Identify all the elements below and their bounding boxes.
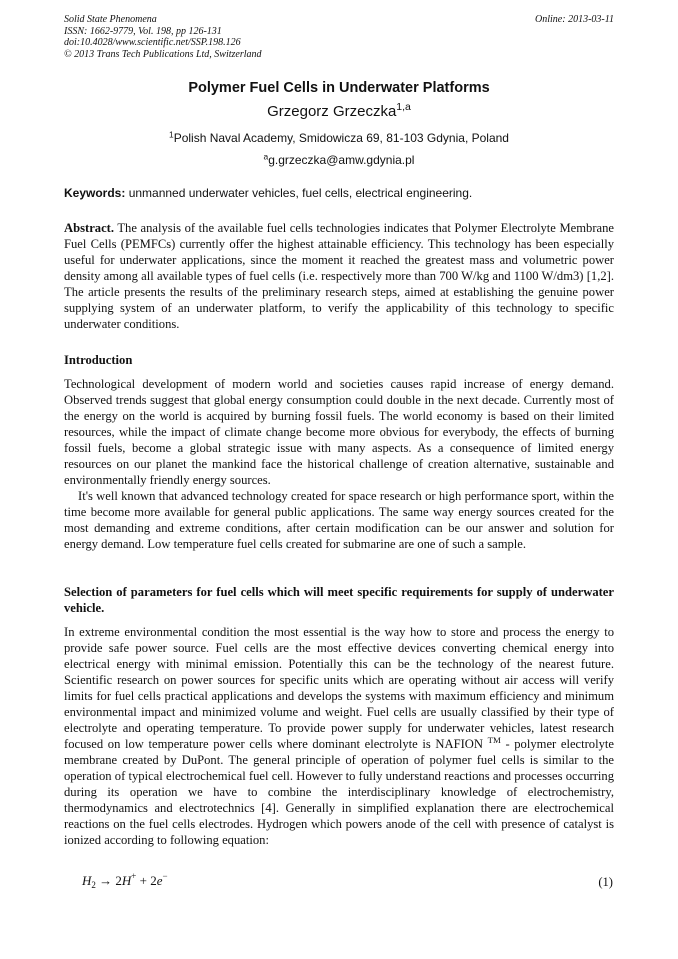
online-date: Online: 2013-03-11 [535, 14, 614, 25]
eq-h: H [82, 873, 92, 888]
introduction-body [64, 376, 614, 552]
author-line [0, 103, 678, 120]
issn-line: ISSN: 1662-9779, Vol. 198, pp 126-131 [64, 25, 222, 37]
keywords-label: Keywords: [64, 186, 126, 200]
keywords-text: unmanned underwater vehicles, fuel cells, electrical engineering. [125, 186, 473, 200]
affiliation-line [0, 131, 678, 145]
journal-name: Solid State Phenomena [64, 14, 157, 25]
eq-coef-2: 2 [150, 873, 157, 888]
selection-heading: Selection of parameters for fuel cells which will meet specific requirements for supply of underwater vehicle. [64, 585, 614, 615]
journal-info [64, 14, 614, 60]
doi-line[interactable]: doi:10.4028/www.scientific.net/SSP.198.126 [64, 37, 241, 48]
equation-number: (1) [598, 875, 613, 889]
eq-minus-superscript: − [162, 871, 168, 881]
keywords-line [64, 186, 614, 200]
eq-arrow: → [95, 873, 116, 888]
selection-text-b: - polymer electrolyte membrane created by DuPont. The general principle of operation of polymer fuel cells is similar to the operation of typical electrochemical fuel cell. However to fully understand reactions and processes occurring during its operation we have to combine the interdisciplinary knowledge of electrochemistry, thermodynamics and electrotechnics [4]. Generally in simplified explanation there are electrochemical reactions on the fuel cells electrodes. Hydrogen which powers anode of the cell with presence of catalyst is ionized according to following equation: [64, 737, 614, 847]
equation-1 [82, 871, 168, 890]
intro-paragraph-1: Technological development of modern world and societies causes rapid increase of energy demand. Observed trends suggest that global energy consumption could double in the next decade. Currently most of the energy on the world is acquired by burning fossil fuels. The world economy is based on their limited resources, while the impact of climate change become more obvious for everybody, the effects of burning fossil fuels, become a global strategic issue with many aspects. As a consequence of limited energy resources on our planet the mankind face the historical challenge of creation alternative, sustainable and environmentally friendly energy sources. [64, 377, 614, 487]
abstract-text: The analysis of the available fuel cells technologies indicates that Polymer Electrolyte Membrane Fuel Cells (PEMFCs) currently offer the highest attainable efficiency. This technology has been especially useful for underwater applications, since the moment it reached the greatest mass and volumetric power density among all available types of fuel cells (i.e. respectively more than 700 W/kg and 1100 W/dm3) [1,2]. The article presents the results of the preliminary research steps, aimed at establishing the genuine power supplying system of an underwater platform, to verify the applicability of this technology to specific underwater conditions. [64, 221, 614, 331]
eq-coef-1: 2 [115, 873, 122, 888]
copyright-line: © 2013 Trans Tech Publications Ltd, Switzerland [64, 48, 262, 60]
intro-paragraph-2: It's well known that advanced technology created for space research or high performance sport, within the time become more available for general public applications. The same way energy sources created for the most demanding and extreme conditions, after certain modification can be our answer and solution for energy demand. Low temperature fuel cells created for submarine are one of such a sample. [64, 489, 614, 551]
selection-paragraph [64, 624, 614, 848]
email-line [0, 153, 678, 167]
eq-plus-superscript: + [131, 871, 137, 881]
selection-text-a: In extreme environmental condition the most essential is the way how to store and process the energy to provide safe power source. Fuel cells are the most effective devices converting chemical energy into electrical energy with minimal emission. Potentially this can be the technology of the nearest future. Scientific research on power sources for specific units which are operating without air access will verify limits for fuel cells practical applications and develops the systems with maximum efficiency and minimum environmental impact and minimized volume and weight. Fuel cells are usually classified by their type of electrolyte and operating temperature. To provide power supply for underwater vehicles, latest research focused on low temperature power cells where dominant electrolyte is NAFION [64, 625, 614, 751]
introduction-heading: Introduction [64, 353, 133, 367]
abstract-paragraph [64, 220, 614, 332]
affiliation-superscript: 1 [169, 129, 174, 140]
running-header [64, 14, 614, 60]
author-superscript: 1,a [396, 101, 411, 114]
email-superscript: a [263, 151, 269, 162]
trademark-superscript: TM [487, 735, 501, 746]
eq-plus: + [136, 873, 151, 888]
email-address[interactable]: g.grzeczka@amw.gdynia.pl [268, 153, 415, 167]
eq-h-ion: H [121, 873, 132, 888]
affiliation-text: Polish Naval Academy, Smidowicza 69, 81-103 Gdynia, Poland [173, 131, 509, 145]
eq-h-subscript: 2 [91, 880, 96, 890]
eq-electron: e [156, 873, 163, 888]
abstract-label: Abstract. [64, 221, 115, 235]
paper-title: Polymer Fuel Cells in Underwater Platforms [188, 80, 490, 96]
author-name: Grzegorz Grzeczka [267, 103, 397, 120]
